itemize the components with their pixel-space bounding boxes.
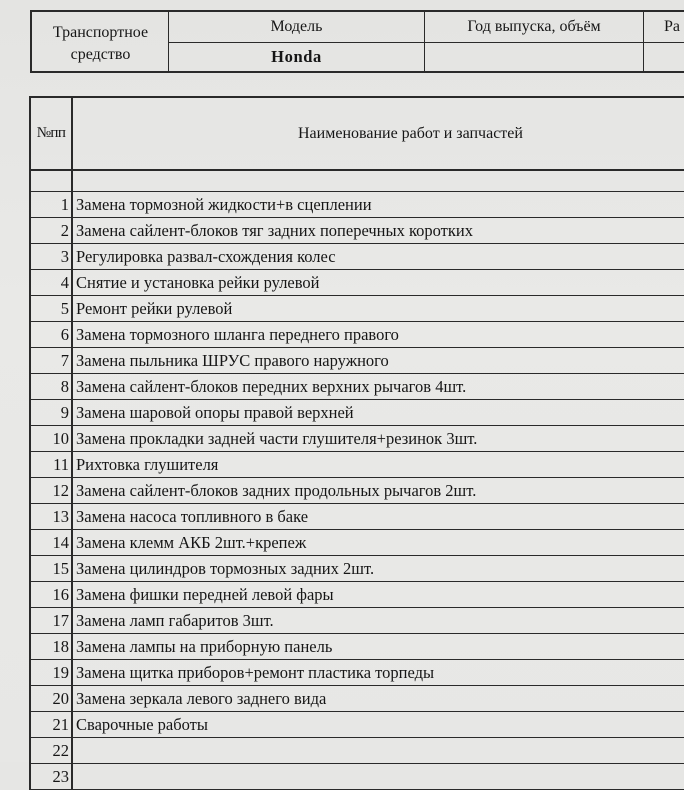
row-text xyxy=(73,764,684,789)
row-text: Замена ламп габаритов 3шт. xyxy=(76,611,274,630)
table-row xyxy=(31,582,684,608)
table-row xyxy=(31,686,684,712)
row-number: 8 xyxy=(31,374,73,399)
row-number: 15 xyxy=(31,556,73,581)
row-number: 16 xyxy=(31,582,73,607)
row-text: Замена лампы на приборную панель xyxy=(76,637,333,656)
row-number: 13 xyxy=(31,504,73,529)
table-row xyxy=(31,738,684,764)
row-number: 11 xyxy=(31,452,73,477)
row-text: Регулировка развал-схождения колес xyxy=(76,247,336,266)
table-row xyxy=(31,764,684,790)
works-table xyxy=(29,96,684,790)
vehicle-label: Транспортное средство xyxy=(52,23,149,63)
table-row xyxy=(31,244,684,270)
model-label: Модель xyxy=(270,18,323,35)
row-number: 7 xyxy=(31,348,73,373)
table-row xyxy=(31,400,684,426)
row-number: 21 xyxy=(31,712,73,737)
row-text: Замена клемм АКБ 2шт.+крепеж xyxy=(76,533,307,552)
row-number: 20 xyxy=(31,686,73,711)
row-number: 4 xyxy=(31,270,73,295)
row-text xyxy=(73,738,684,763)
row-number: 9 xyxy=(31,400,73,425)
row-text: Замена фишки передней левой фары xyxy=(76,585,334,604)
row-number: 3 xyxy=(31,244,73,269)
row-text: Замена тормозной жидкости+в сцеплении xyxy=(76,195,372,214)
row-number: 23 xyxy=(31,764,73,789)
row-text: Замена тормозного шланга переднего правого xyxy=(76,325,399,344)
works-table-header xyxy=(31,98,684,171)
model-value: Honda xyxy=(271,47,322,66)
row-number: 19 xyxy=(31,660,73,685)
row-number: 2 xyxy=(31,218,73,243)
table-row xyxy=(31,712,684,738)
table-row xyxy=(31,660,684,686)
row-number: 17 xyxy=(31,608,73,633)
row-text: Рихтовка глушителя xyxy=(76,455,219,474)
table-row xyxy=(31,504,684,530)
table-row xyxy=(31,608,684,634)
row-number: 22 xyxy=(31,738,73,763)
year-volume-label: Год выпуска, объём xyxy=(467,18,601,35)
row-text: Замена цилиндров тормозных задних 2шт. xyxy=(76,559,375,578)
table-row xyxy=(31,556,684,582)
row-number: 12 xyxy=(31,478,73,503)
row-text: Замена насоса топливного в баке xyxy=(76,507,309,526)
works-table-body xyxy=(31,192,684,790)
column-number-header: №пп xyxy=(31,98,73,169)
table-row xyxy=(31,270,684,296)
row-text: Замена зеркала левого заднего вида xyxy=(76,689,327,708)
table-row xyxy=(31,478,684,504)
row-text: Замена пыльника ШРУС правого наружного xyxy=(76,351,389,370)
table-row xyxy=(31,374,684,400)
row-text: Замена сайлент-блоков тяг задних поперечных коротких xyxy=(76,221,473,240)
row-number: 10 xyxy=(31,426,73,451)
row-text: Сварочные работы xyxy=(76,715,208,734)
column-name-header: Наименование работ и запчастей xyxy=(298,124,523,142)
row-text: Замена сайлент-блоков задних продольных рычагов 2шт. xyxy=(76,481,477,500)
row-number: 18 xyxy=(31,634,73,659)
table-row xyxy=(31,171,684,192)
extra-column-label: Ра xyxy=(664,18,680,35)
table-row xyxy=(31,530,684,556)
table-row xyxy=(31,452,684,478)
row-text: Снятие и установка рейки рулевой xyxy=(76,273,320,292)
table-row xyxy=(31,348,684,374)
year-volume-value xyxy=(425,43,643,71)
row-number: 5 xyxy=(31,296,73,321)
table-row xyxy=(31,296,684,322)
table-row xyxy=(31,322,684,348)
table-row xyxy=(31,218,684,244)
row-number: 14 xyxy=(31,530,73,555)
row-text: Замена прокладки задней части глушителя+резинок 3шт. xyxy=(76,429,478,448)
row-number: 1 xyxy=(31,192,73,217)
table-row xyxy=(31,634,684,660)
table-row xyxy=(31,192,684,218)
row-text: Замена шаровой опоры правой верхней xyxy=(76,403,354,422)
vehicle-header-table xyxy=(30,10,684,73)
row-text: Замена сайлент-блоков передних верхних рычагов 4шт. xyxy=(76,377,467,396)
row-text: Ремонт рейки рулевой xyxy=(76,299,233,318)
row-text: Замена щитка приборов+ремонт пластика торпеды xyxy=(76,663,435,682)
row-number: 6 xyxy=(31,322,73,347)
table-row xyxy=(31,426,684,452)
